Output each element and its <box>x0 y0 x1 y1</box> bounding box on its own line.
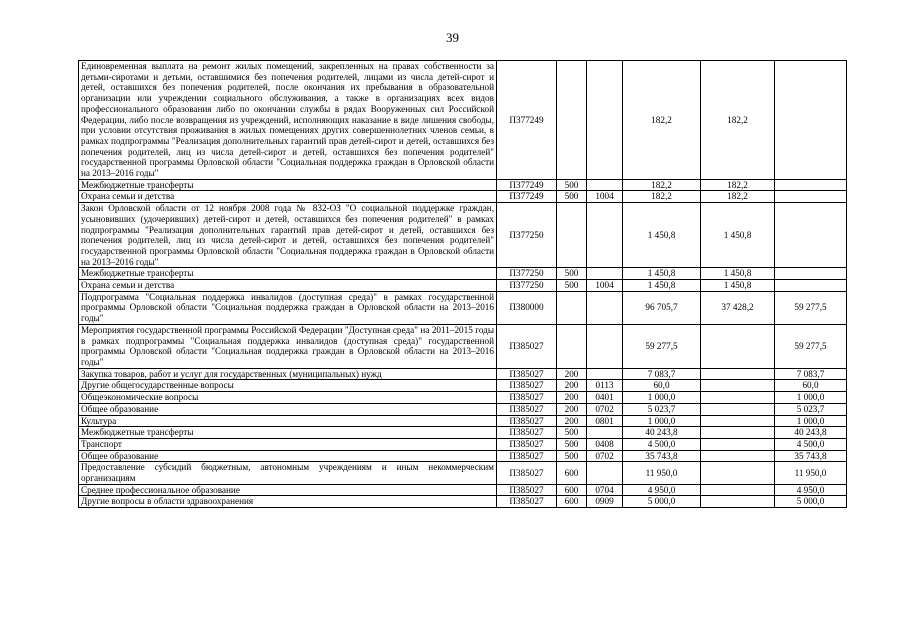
row-section-code: 0401 <box>587 392 623 404</box>
row-section-code <box>587 462 623 484</box>
row-target-code: П377250 <box>497 268 557 280</box>
row-description: Среднее профессиональное образование <box>79 484 497 496</box>
row-section-code: 1004 <box>587 191 623 203</box>
row-description: Общее образование <box>79 450 497 462</box>
row-expense-type: 600 <box>557 462 587 484</box>
row-section-code <box>587 427 623 439</box>
row-amount-total: 40 243,8 <box>623 427 701 439</box>
row-amount-federal: 5 023,7 <box>775 403 847 415</box>
row-amount-total: 96 705,7 <box>623 291 701 324</box>
row-expense-type <box>557 291 587 324</box>
row-amount-regional <box>701 427 775 439</box>
row-amount-federal <box>775 280 847 292</box>
row-section-code: 0801 <box>587 415 623 427</box>
row-target-code: П385027 <box>497 415 557 427</box>
row-section-code <box>587 268 623 280</box>
row-amount-federal: 35 743,8 <box>775 450 847 462</box>
row-amount-total: 7 083,7 <box>623 368 701 380</box>
row-amount-regional: 1 450,8 <box>701 268 775 280</box>
row-amount-federal: 4 950,0 <box>775 484 847 496</box>
row-amount-regional <box>701 380 775 392</box>
row-expense-type: 200 <box>557 415 587 427</box>
row-description: Охрана семьи и детства <box>79 280 497 292</box>
page-number: 39 <box>446 30 459 45</box>
row-section-code: 0702 <box>587 450 623 462</box>
row-description: Другие общегосударственные вопросы <box>79 380 497 392</box>
row-amount-total: 1 000,0 <box>623 392 701 404</box>
row-expense-type <box>557 61 587 180</box>
row-target-code: П385027 <box>497 427 557 439</box>
row-amount-regional <box>701 324 775 368</box>
row-amount-federal <box>775 203 847 268</box>
row-amount-regional: 182,2 <box>701 191 775 203</box>
row-amount-total: 1 000,0 <box>623 415 701 427</box>
row-amount-federal: 5 000,0 <box>775 496 847 508</box>
row-target-code: П377249 <box>497 61 557 180</box>
row-expense-type: 500 <box>557 179 587 191</box>
table-row <box>79 392 847 404</box>
row-description: Мероприятия государственной программы Российской Федерации "Доступная среда" на 2011–2015 годы в рамках подпрограммы "Социальная поддержка инвалидов (доступная среда)" государственной программы Орловской области "Социальная поддержка граждан в Орловской области на 2013–2016 годы" <box>79 324 497 368</box>
row-description: Межбюджетные трансферты <box>79 427 497 439</box>
row-amount-regional <box>701 484 775 496</box>
row-amount-regional: 1 450,8 <box>701 280 775 292</box>
row-expense-type <box>557 203 587 268</box>
row-target-code: П385027 <box>497 450 557 462</box>
row-expense-type: 500 <box>557 191 587 203</box>
row-description: Подпрограмма "Социальная поддержка инвалидов (доступная среда)" в рамках государственной программы Орловской области "Социальная поддержка граждан в Орловской области на 2013–2016 годы" <box>79 291 497 324</box>
row-amount-total: 4 950,0 <box>623 484 701 496</box>
row-target-code: П385027 <box>497 380 557 392</box>
table-row <box>79 268 847 280</box>
row-amount-federal <box>775 179 847 191</box>
row-target-code: П377250 <box>497 203 557 268</box>
row-amount-regional <box>701 438 775 450</box>
row-target-code: П385027 <box>497 496 557 508</box>
row-description: Общеэкономические вопросы <box>79 392 497 404</box>
row-amount-federal: 4 500,0 <box>775 438 847 450</box>
row-amount-regional: 182,2 <box>701 179 775 191</box>
table-row <box>79 368 847 380</box>
row-expense-type: 500 <box>557 268 587 280</box>
table-row <box>79 403 847 415</box>
row-amount-total: 35 743,8 <box>623 450 701 462</box>
row-expense-type: 200 <box>557 392 587 404</box>
row-target-code: П377249 <box>497 191 557 203</box>
row-amount-regional <box>701 415 775 427</box>
row-amount-total: 59 277,5 <box>623 324 701 368</box>
row-section-code: 1004 <box>587 280 623 292</box>
row-expense-type: 500 <box>557 438 587 450</box>
row-target-code: П385027 <box>497 324 557 368</box>
row-amount-regional <box>701 496 775 508</box>
row-amount-total: 1 450,8 <box>623 280 701 292</box>
table-row <box>79 324 847 368</box>
row-description: Охрана семьи и детства <box>79 191 497 203</box>
row-section-code: 0909 <box>587 496 623 508</box>
row-amount-federal: 59 277,5 <box>775 291 847 324</box>
row-amount-federal: 1 000,0 <box>775 392 847 404</box>
table-row <box>79 427 847 439</box>
row-amount-total: 182,2 <box>623 191 701 203</box>
row-amount-regional <box>701 368 775 380</box>
row-target-code: П380000 <box>497 291 557 324</box>
row-section-code: 0704 <box>587 484 623 496</box>
row-amount-total: 1 450,8 <box>623 268 701 280</box>
row-target-code: П385027 <box>497 368 557 380</box>
row-amount-total: 4 500,0 <box>623 438 701 450</box>
row-description: Другие вопросы в области здравоохранения <box>79 496 497 508</box>
table-row <box>79 415 847 427</box>
row-amount-total: 182,2 <box>623 179 701 191</box>
row-amount-federal <box>775 191 847 203</box>
row-description: Общее образование <box>79 403 497 415</box>
row-description: Закупка товаров, работ и услуг для государственных (муниципальных) нужд <box>79 368 497 380</box>
row-target-code: П385027 <box>497 484 557 496</box>
row-expense-type: 200 <box>557 380 587 392</box>
table-row <box>79 484 847 496</box>
row-amount-regional <box>701 403 775 415</box>
row-amount-regional <box>701 462 775 484</box>
row-amount-regional: 182,2 <box>701 61 775 180</box>
table-row <box>79 291 847 324</box>
row-section-code: 0702 <box>587 403 623 415</box>
row-amount-federal: 40 243,8 <box>775 427 847 439</box>
row-amount-total: 60,0 <box>623 380 701 392</box>
row-amount-federal <box>775 268 847 280</box>
row-expense-type: 200 <box>557 368 587 380</box>
row-description: Культура <box>79 415 497 427</box>
row-amount-regional: 37 428,2 <box>701 291 775 324</box>
row-expense-type: 500 <box>557 427 587 439</box>
row-section-code: 0408 <box>587 438 623 450</box>
row-section-code <box>587 291 623 324</box>
row-expense-type: 500 <box>557 280 587 292</box>
row-amount-federal: 1 000,0 <box>775 415 847 427</box>
row-amount-regional: 1 450,8 <box>701 203 775 268</box>
row-amount-total: 182,2 <box>623 61 701 180</box>
table-row <box>79 380 847 392</box>
row-description: Единовременная выплата на ремонт жилых помещений, закрепленных на правах собственности за детьми-сиротами и детьми, оставшимися без попечения родителей, лицами из числа детей-сирот и детей, оставшихся без попечения родителей, после окончания их пребывания в образовательной организации или учреждении социального обслуживания, а также в организациях всех видов профессионального образования либо по окончании службы в рядах Вооруженных сил Российской Федерации, либо после возвращения из учреждений, исполняющих наказание в виде лишения свободы, при условии отсутствия проживания в жилых помещениях других совершеннолетних членов семьи, в рамках подпрограммы "Реализация дополнительных гарантий прав детей-сирот и детей, оставшихся без попечения родителей, лиц из числа детей-сирот и детей, оставшихся без попечения родителей" государственной программы Орловской области "Социальная поддержка граждан в Орловской области на 2013–2016 годы" <box>79 61 497 180</box>
row-target-code: П377249 <box>497 179 557 191</box>
row-target-code: П385027 <box>497 403 557 415</box>
row-amount-regional <box>701 392 775 404</box>
row-section-code <box>587 179 623 191</box>
row-section-code <box>587 61 623 180</box>
budget-table <box>78 60 847 508</box>
row-amount-total: 1 450,8 <box>623 203 701 268</box>
row-target-code: П377250 <box>497 280 557 292</box>
row-description: Межбюджетные трансферты <box>79 268 497 280</box>
row-expense-type: 600 <box>557 484 587 496</box>
table-row <box>79 496 847 508</box>
row-amount-regional <box>701 450 775 462</box>
row-amount-federal: 11 950,0 <box>775 462 847 484</box>
row-description: Закон Орловской области от 12 ноября 2008 года № 832-ОЗ "О социальной поддержке граждан, усыновивших (удочеривших) детей-сирот и детей, оставшихся без попечения родителей" в рамках подпрограммы "Реализация дополнительных гарантий прав детей-сирот и детей, оставшихся без попечения родителей, лиц из числа детей-сирот и детей, оставшихся без попечения родителей" государственной программы Орловской области "Социальная поддержка граждан в Орловской области на 2013–2016 годы" <box>79 203 497 268</box>
row-target-code: П385027 <box>497 438 557 450</box>
row-target-code: П385027 <box>497 462 557 484</box>
table-row <box>79 203 847 268</box>
table-row <box>79 462 847 484</box>
table-row <box>79 438 847 450</box>
row-section-code <box>587 203 623 268</box>
row-section-code <box>587 368 623 380</box>
row-amount-federal <box>775 61 847 180</box>
row-expense-type: 500 <box>557 450 587 462</box>
table-row <box>79 179 847 191</box>
row-amount-federal: 59 277,5 <box>775 324 847 368</box>
row-amount-federal: 60,0 <box>775 380 847 392</box>
table-row <box>79 191 847 203</box>
row-section-code: 0113 <box>587 380 623 392</box>
table-row <box>79 61 847 180</box>
row-section-code <box>587 324 623 368</box>
table-row <box>79 450 847 462</box>
row-amount-total: 5 000,0 <box>623 496 701 508</box>
row-description: Предоставление субсидий бюджетным, автономным учреждениям и иным некоммерческим организациям <box>79 462 497 484</box>
row-expense-type: 600 <box>557 496 587 508</box>
row-expense-type: 200 <box>557 403 587 415</box>
row-target-code: П385027 <box>497 392 557 404</box>
row-amount-federal: 7 083,7 <box>775 368 847 380</box>
row-amount-total: 5 023,7 <box>623 403 701 415</box>
table-row <box>79 280 847 292</box>
row-description: Межбюджетные трансферты <box>79 179 497 191</box>
row-amount-total: 11 950,0 <box>623 462 701 484</box>
row-expense-type <box>557 324 587 368</box>
row-description: Транспорт <box>79 438 497 450</box>
